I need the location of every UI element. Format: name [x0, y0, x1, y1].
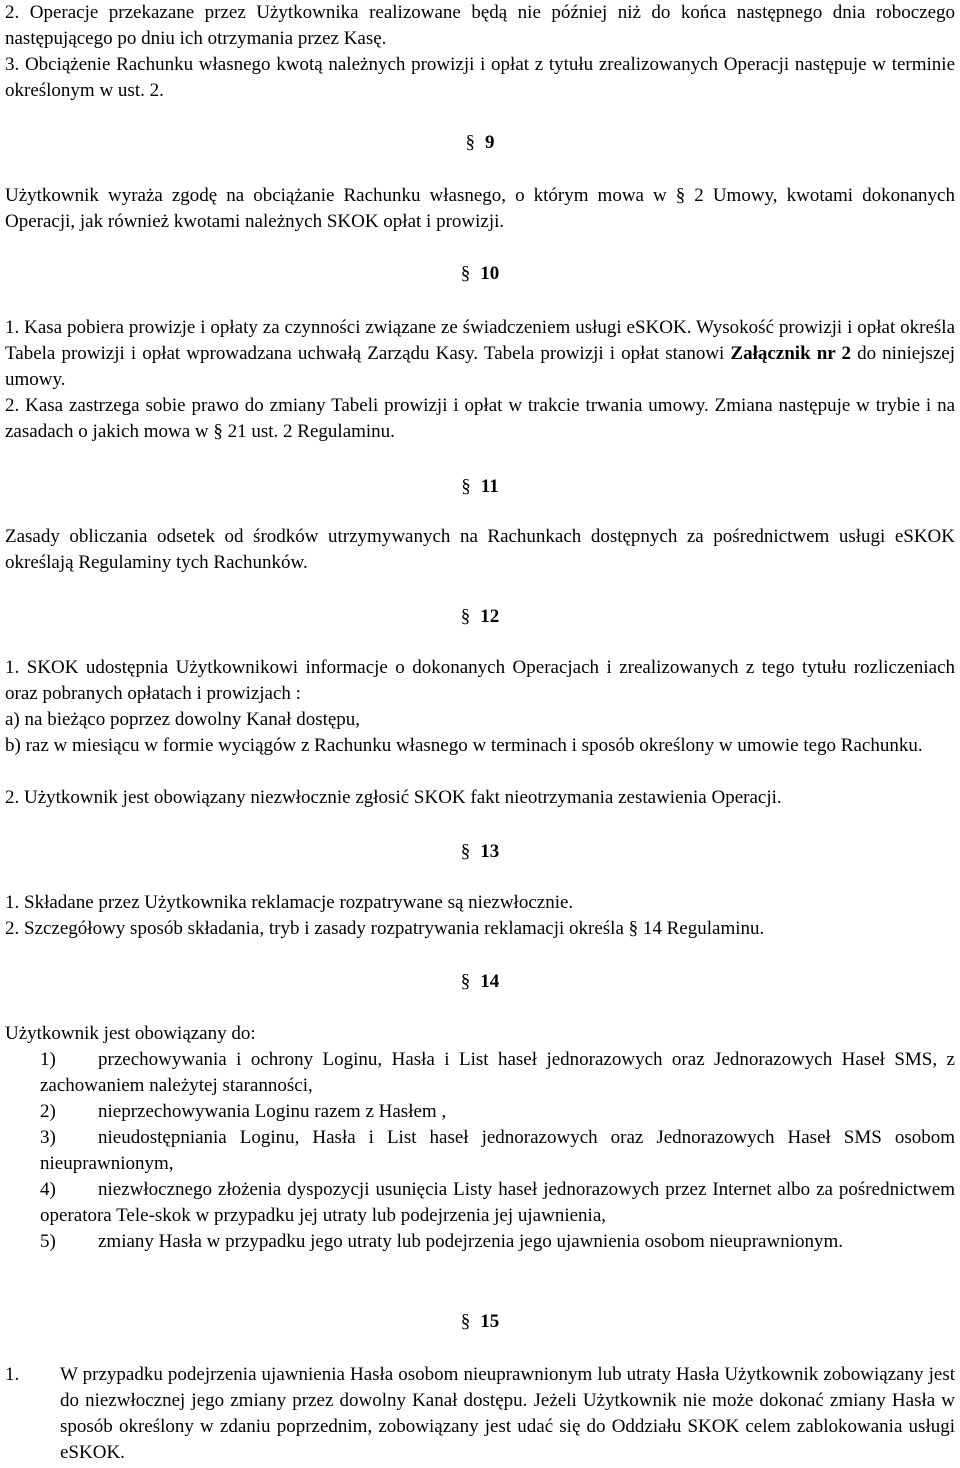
obligations-list [40, 1047, 955, 1255]
section-sign: § [460, 841, 471, 862]
paragraph-s12-b: b) raz w miesiącu w formie wyciągów z Rachunku własnego w terminach i sposób określony w umowie tego Rachunku. [5, 735, 923, 756]
list-item-text: nieudostępniania Loginu, Hasła i List haseł jednorazowych oraz Jednorazowych Haseł SMS osobom nieuprawnionym, [40, 1127, 955, 1174]
section-number: 13 [480, 841, 500, 862]
section-heading-12 [0, 604, 960, 630]
paragraph-s12-2: 2. Użytkownik jest obowiązany niezwłocznie zgłosić SKOK fakt nieotrzymania zestawienia Operacji. [5, 787, 782, 808]
section-number: 10 [480, 263, 500, 284]
paragraph-s13-1: 1. Składane przez Użytkownika reklamacje rozpatrywane są niezwłocznie. [5, 892, 574, 913]
list-item [40, 1099, 955, 1125]
paragraph-s10-1 [5, 315, 955, 393]
section-number: 11 [480, 476, 499, 497]
section-sign: § [460, 606, 471, 627]
text-run: 1. Kasa pobiera prowizje i opłaty za czynności związane ze świadczeniem usługi eSKOK. Wysokość prowizji i opłat określa Tabela prowizji i opłat wprowadzana uchwałą Zarządu Kasy. Tabela prowizji i opłat stanowi [5, 317, 955, 364]
section-sign: § [465, 132, 475, 153]
paragraph-s13-2: 2. Szczegółowy sposób składania, tryb i zasady rozpatrywania reklamacji określa § 14 Regulaminu. [5, 918, 765, 939]
list-item [40, 1125, 955, 1177]
section-sign: § [460, 263, 471, 284]
paragraph-s15-1: W przypadku podejrzenia ujawnienia Hasła osobom nieuprawnionym lub utraty Hasła Użytkownik zobowiązany jest do niezwłocznej jego zmiany przez dowolny Kanał dostępu. Jeżeli Użytkownik nie może dokonać zmiany Hasła w sposób określony w zdaniu poprzednim, zobowiązany jest udać się do Oddziału SKOK celem zablokowania usługi eSKOK. [60, 1364, 955, 1463]
attachment-reference: Załącznik nr 2 [730, 343, 851, 364]
list-item-number: 1) [40, 1049, 56, 1070]
text-run: do niniejszej umowy. [5, 343, 955, 390]
list-item-number: 3) [40, 1127, 56, 1148]
list-item-text: zmiany Hasła w przypadku jego utraty lub podejrzenia jego ujawnienia osobom nieuprawnionym. [98, 1231, 844, 1252]
list-item-text: nieprzechowywania Loginu razem z Hasłem , [98, 1101, 447, 1122]
section-number: 12 [480, 606, 500, 627]
paragraph-s12-1: 1. SKOK udostępnia Użytkownikowi informacje o dokonanych Operacjach i zrealizowanych z tego tytułu rozliczeniach oraz pobranych opłatach i prowizjach : [5, 657, 955, 704]
list-item-number: 5) [40, 1231, 56, 1252]
section-number: 15 [480, 1311, 500, 1332]
section-sign: § [460, 971, 471, 992]
section-heading-14 [0, 969, 960, 995]
section-heading-9 [0, 130, 960, 156]
list-item-text: niezwłocznego złożenia dyspozycji usunięcia Listy haseł jednorazowych przez Internet albo za pośrednictwem operatora Tele-skok w przypadku jej utraty lub podejrzenia jej ujawnienia, [40, 1179, 955, 1226]
section-sign: § [460, 1311, 471, 1332]
paragraph-s14-intro: Użytkownik jest obowiązany do: [5, 1023, 256, 1044]
section-heading-10 [0, 261, 960, 287]
list-item [40, 1229, 955, 1255]
section-sign: § [461, 476, 471, 497]
paragraph-s15-number: 1. [5, 1364, 20, 1385]
section-number: 9 [485, 132, 495, 153]
list-item [40, 1177, 955, 1229]
section-heading-15 [0, 1309, 960, 1335]
paragraph-s9: Użytkownik wyraża zgodę na obciążanie Rachunku własnego, o którym mowa w § 2 Umowy, kwotami dokonanych Operacji, jak również kwotami należnych SKOK opłat i prowizji. [5, 185, 955, 232]
list-item-number: 4) [40, 1179, 56, 1200]
paragraph-s11: Zasady obliczania odsetek od środków utrzymywanych na Rachunkach dostępnych za pośrednictwem usługi eSKOK określają Regulaminy tych Rachunków. [5, 526, 955, 573]
paragraph-intro-3: 3. Obciążenie Rachunku własnego kwotą należnych prowizji i opłat z tytułu zrealizowanych Operacji następuje w terminie określonym w ust. 2. [5, 54, 955, 101]
section-number: 14 [480, 971, 500, 992]
list-item-text: przechowywania i ochrony Loginu, Hasła i List haseł jednorazowych oraz Jednorazowych Haseł SMS, z zachowaniem należytej staranności, [40, 1049, 955, 1096]
section-heading-11 [0, 474, 960, 500]
paragraph-intro-2: 2. Operacje przekazane przez Użytkownika realizowane będą nie później niż do końca następnego dnia roboczego następującego po dniu ich otrzymania przez Kasę. [5, 2, 955, 49]
list-item [40, 1047, 955, 1099]
paragraph-s10-2: 2. Kasa zastrzega sobie prawo do zmiany Tabeli prowizji i opłat w trakcie trwania umowy. Zmiana następuje w trybie i na zasadach o jakich mowa w § 21 ust. 2 Regulaminu. [5, 395, 955, 442]
paragraph-s12-a: a) na bieżąco poprzez dowolny Kanał dostępu, [5, 709, 361, 730]
list-item-number: 2) [40, 1101, 56, 1122]
section-heading-13 [0, 839, 960, 865]
